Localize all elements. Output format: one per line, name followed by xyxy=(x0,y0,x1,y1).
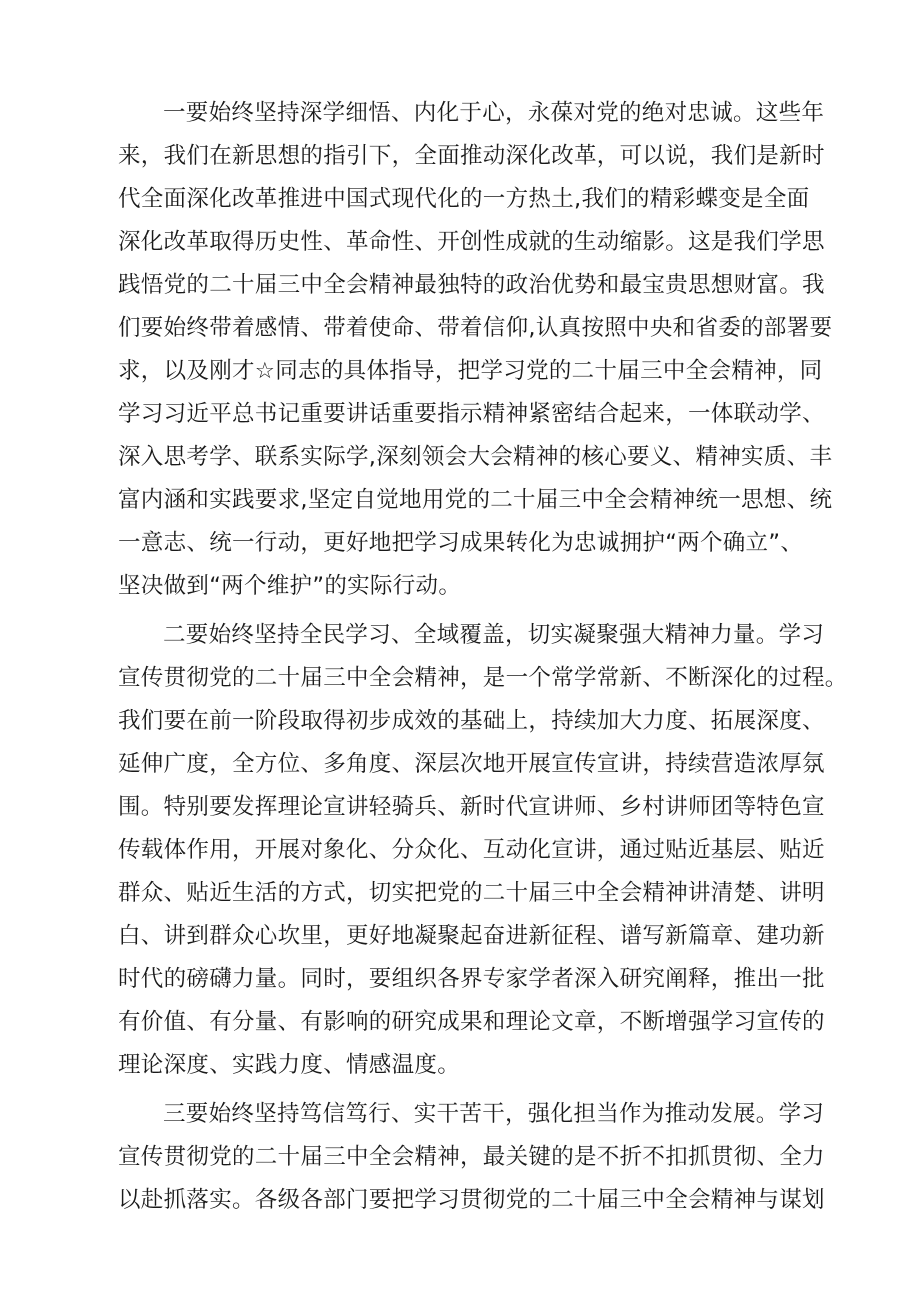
text-line: 有价值、有分量、有影响的研究成果和理论文章，不断增强学习宣传的 xyxy=(118,1009,825,1035)
text-line: 来，我们在新思想的指引下，全面推动深化改革，可以说，我们是新时 xyxy=(118,143,825,169)
text-line: 时代的磅礴力量。同时，要组织各界专家学者深入研究阐释，推出一批 xyxy=(118,966,825,992)
text-line: 们要始终带着感情、带着使命、带着信仰,认真按照中央和省委的部署要 xyxy=(118,315,833,341)
text-line: 求，以及刚才☆同志的具体指导，把学习党的二十届三中全会精神，同 xyxy=(118,358,823,384)
text-line: 深化改革取得历史性、革命性、开创性成就的生动缩影。这是我们学思 xyxy=(118,229,825,255)
text-line: 以赴抓落实。各级各部门要把学习贯彻党的二十届三中全会精神与谋划 xyxy=(118,1187,825,1213)
text-line: 一意志、统一行动，更好地把学习成果转化为忠诚拥护“两个确立”、 xyxy=(118,530,804,556)
text-line: 延伸广度，全方位、多角度、深层次地开展宣传宣讲，持续营造浓厚氛 xyxy=(118,751,825,777)
text-line: 群众、贴近生活的方式，切实把党的二十届三中全会精神讲清楚、讲明 xyxy=(118,880,825,906)
text-line: 围。特别要发挥理论宣讲轻骑兵、新时代宣讲师、乡村讲师团等特色宣 xyxy=(118,794,825,820)
text-line: 学习习近平总书记重要讲话重要指示精神紧密结合起来，一体联动学、 xyxy=(118,401,825,427)
text-line: 践悟党的二十届三中全会精神最独特的政治优势和最宝贵思想财富。我 xyxy=(118,272,825,298)
text-line: 宣传贯彻党的二十届三中全会精神，是一个常学常新、不断深化的过程。 xyxy=(118,665,848,691)
text-line: 深入思考学、联系实际学,深刻领会大会精神的核心要义、精神实质、丰 xyxy=(118,444,833,470)
text-line: 传载体作用，开展对象化、分众化、互动化宣讲，通过贴近基层、贴近 xyxy=(118,837,825,863)
text-line: 宣传贯彻党的二十届三中全会精神，最关键的是不折不扣抓贯彻、全力 xyxy=(118,1144,825,1170)
text-line: 坚决做到“两个维护”的实际行动。 xyxy=(118,573,462,599)
text-line: 代全面深化改革推进中国式现代化的一方热土,我们的精彩蝶变是全面 xyxy=(118,186,810,212)
text-line: 白、讲到群众心坎里，更好地凝聚起奋进新征程、谱写新篇章、建功新 xyxy=(118,923,825,949)
text-line: 理论深度、实践力度、情感温度。 xyxy=(118,1052,461,1078)
text-line: 二要始终坚持全民学习、全域覆盖，切实凝聚强大精神力量。学习 xyxy=(163,622,825,648)
text-line: 一要始终坚持深学细悟、内化于心，永葆对党的绝对忠诚。这些年 xyxy=(163,100,825,126)
text-line: 我们要在前一阶段取得初步成效的基础上，持续加大力度、拓展深度、 xyxy=(118,708,825,734)
text-line: 三要始终坚持笃信笃行、实干苦干，强化担当作为推动发展。学习 xyxy=(163,1101,825,1127)
text-line: 富内涵和实践要求,坚定自觉地用党的二十届三中全会精神统一思想、统 xyxy=(118,487,833,513)
